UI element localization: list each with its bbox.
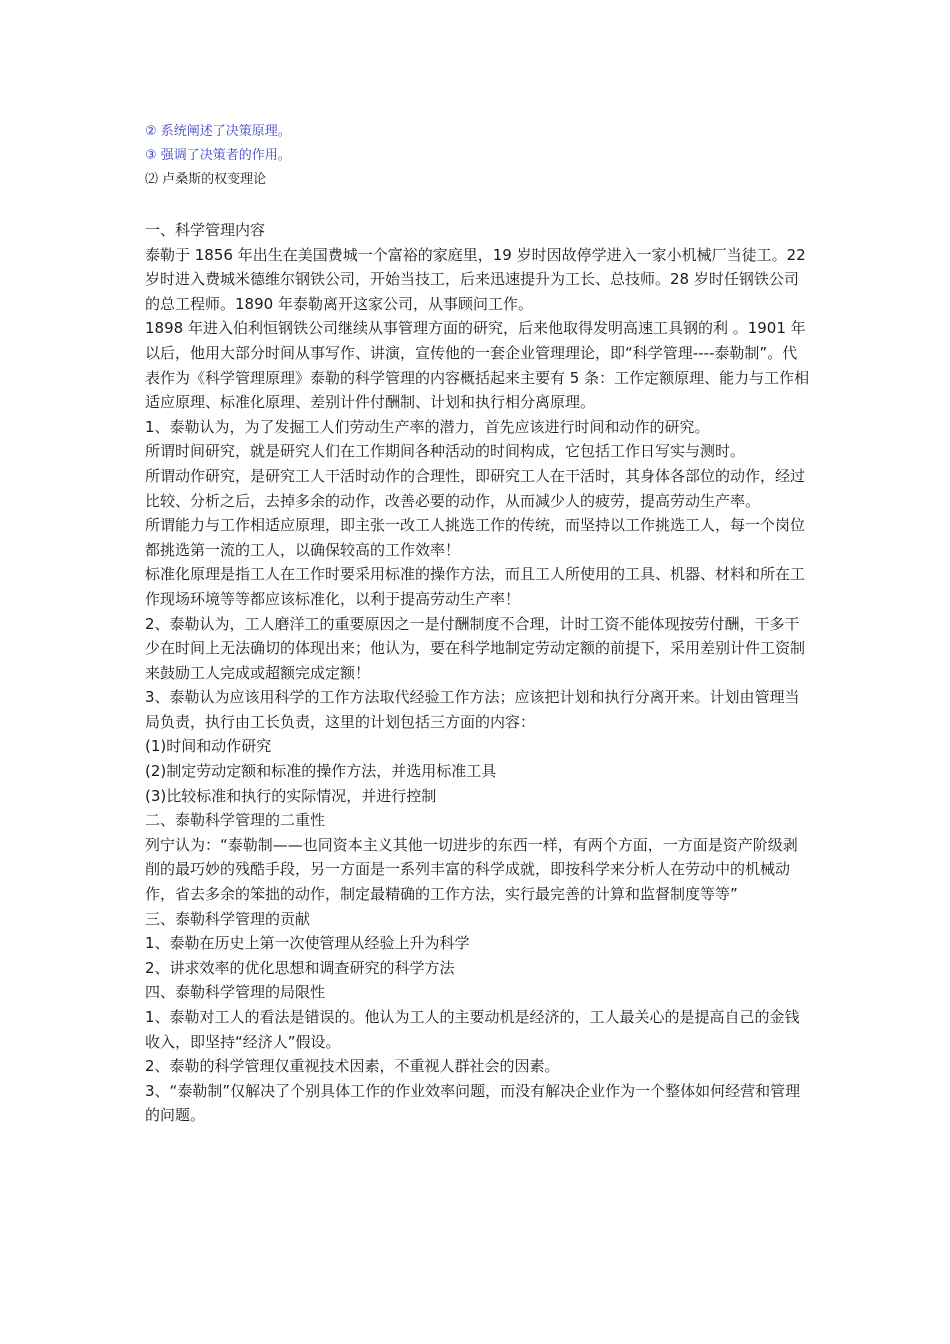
heading-limitations: 四、泰勒科学管理的局限性	[145, 983, 326, 1002]
limitation-1: 1、泰勒对工人的看法是错误的。他认为工人的主要动机是经济的，工人最关心的是提高自己的金钱收入，即坚持“经济人”假设。	[145, 1008, 800, 1051]
heading-contributions: 三、泰勒科学管理的贡献	[145, 909, 311, 928]
contribution-2: 2、讲求效率的优化思想和调查研究的科学方法	[145, 958, 455, 977]
paragraph-standardization: 标准化原理是指工人在工作时要采用标准的操作方法，而且工人所使用的工具、机器、材料和所在工作现场环境等等都应该标准化，以利于提高劳动生产率！	[145, 565, 806, 608]
paragraph-lenin-quote: 列宁认为：“泰勒制——也同资本主义其他一切进步的东西一样，有两个方面，一方面是资产阶级剥削的最巧妙的残酷手段，另一方面是一系列丰富的科学成就，即按科学来分析人在劳动中的机械动作，省去多余的笨拙的动作，制定最精确的工作方法，实行最完善的计算和监督制度等等”	[145, 835, 798, 904]
document-body	[145, 218, 810, 1128]
paragraph-bethlehem-steel: 1898 年进入伯利恒钢铁公司继续从事管理方面的研究，后来他取得发明高速工具钢的利 。1901 年以后，他用大部分时间从事写作、讲演，宣传他的一套企业管理理论，即“科学管理----泰勒制”。代表作为《科学管理原理》泰勒的科学管理的内容概括起来主要有 5 条：工作定额原理、能力与工作相适应原理、标准化原理、差别计件付酬制、计划和执行相分离原理。	[145, 319, 810, 412]
paragraph-taylor-biography: 泰勒于 1856 年出生在美国费城一个富裕的家庭里，19 岁时因故停学进入一家小机械厂当徒工。22 岁时进入费城米德维尔钢铁公司，开始当技工，后来迅速提升为工长、总技师。28 岁时任钢铁公司的总工程师。1890 年泰勒离开这家公司，从事顾问工作。	[145, 245, 806, 313]
section-title-contingency-theory: ⑵ 卢桑斯的权变理论	[145, 172, 267, 187]
paragraph-motion-study: 所谓动作研究，是研究工人干活时动作的合理性，即研究工人在干活时，其身体各部位的动作，经过比较、分析之后，去掉多余的动作，改善必要的动作，从而减少人的疲劳，提高劳动生产率。	[145, 466, 806, 510]
paragraph-ability-fit: 所谓能力与工作相适应原理，即主张一改工人挑选工作的传统，而坚持以工作挑选工人，每一个岗位都挑选第一流的工人，以确保较高的工作效率！	[145, 516, 806, 559]
paragraph-point-3: 3、泰勒认为应该用科学的工作方法取代经验工作方法；应该把计划和执行分离开来。计划由管理当局负责，执行由工长负责，这里的计划包括三方面的内容：	[145, 688, 800, 731]
paragraph-time-study: 所谓时间研究，就是研究人们在工作期间各种活动的时间构成，它包括工作日写实与测时。	[145, 442, 746, 461]
document-page	[145, 120, 810, 1128]
heading-scientific-management-content: 一、科学管理内容	[145, 221, 266, 239]
limitation-3: 3、“泰勒制”仅解决了个别具体工作的作业效率问题，而没有解决企业作为一个整体如何经营和管理的问题。	[145, 1081, 801, 1125]
contribution-1: 1、泰勒在历史上第一次使管理从经验上升为科学	[145, 934, 470, 953]
spacer	[145, 192, 810, 218]
paragraph-point-2: 2、泰勒认为，工人磨洋工的重要原因之一是付酬制度不合理，计时工资不能体现按劳付酬，干多干少在时间上无法确切的体现出来；他认为，要在科学地制定劳动定额的前提下，采用差别计件工资制来鼓励工人完成或超额完成定额！	[145, 614, 806, 682]
heading-duality: 二、泰勒科学管理的二重性	[145, 811, 326, 830]
list-item-decision-maker-role: ③ 强调了决策者的作用。	[145, 148, 291, 163]
limitation-2: 2、泰勒的科学管理仅重视技术因素，不重视人群社会的因素。	[145, 1057, 560, 1076]
list-item-1: (1)时间和动作研究	[145, 737, 272, 756]
list-item-2: (2)制定劳动定额和标准的操作方法，并选用标准工具	[145, 762, 497, 781]
list-item-3: (3)比较标准和执行的实际情况，并进行控制	[145, 786, 437, 805]
list-item-decision-principle: ② 系统阐述了决策原理。	[145, 124, 291, 139]
paragraph-point-1: 1、泰勒认为，为了发掘工人们劳动生产率的潜力，首先应该进行时间和动作的研究。	[145, 417, 710, 436]
